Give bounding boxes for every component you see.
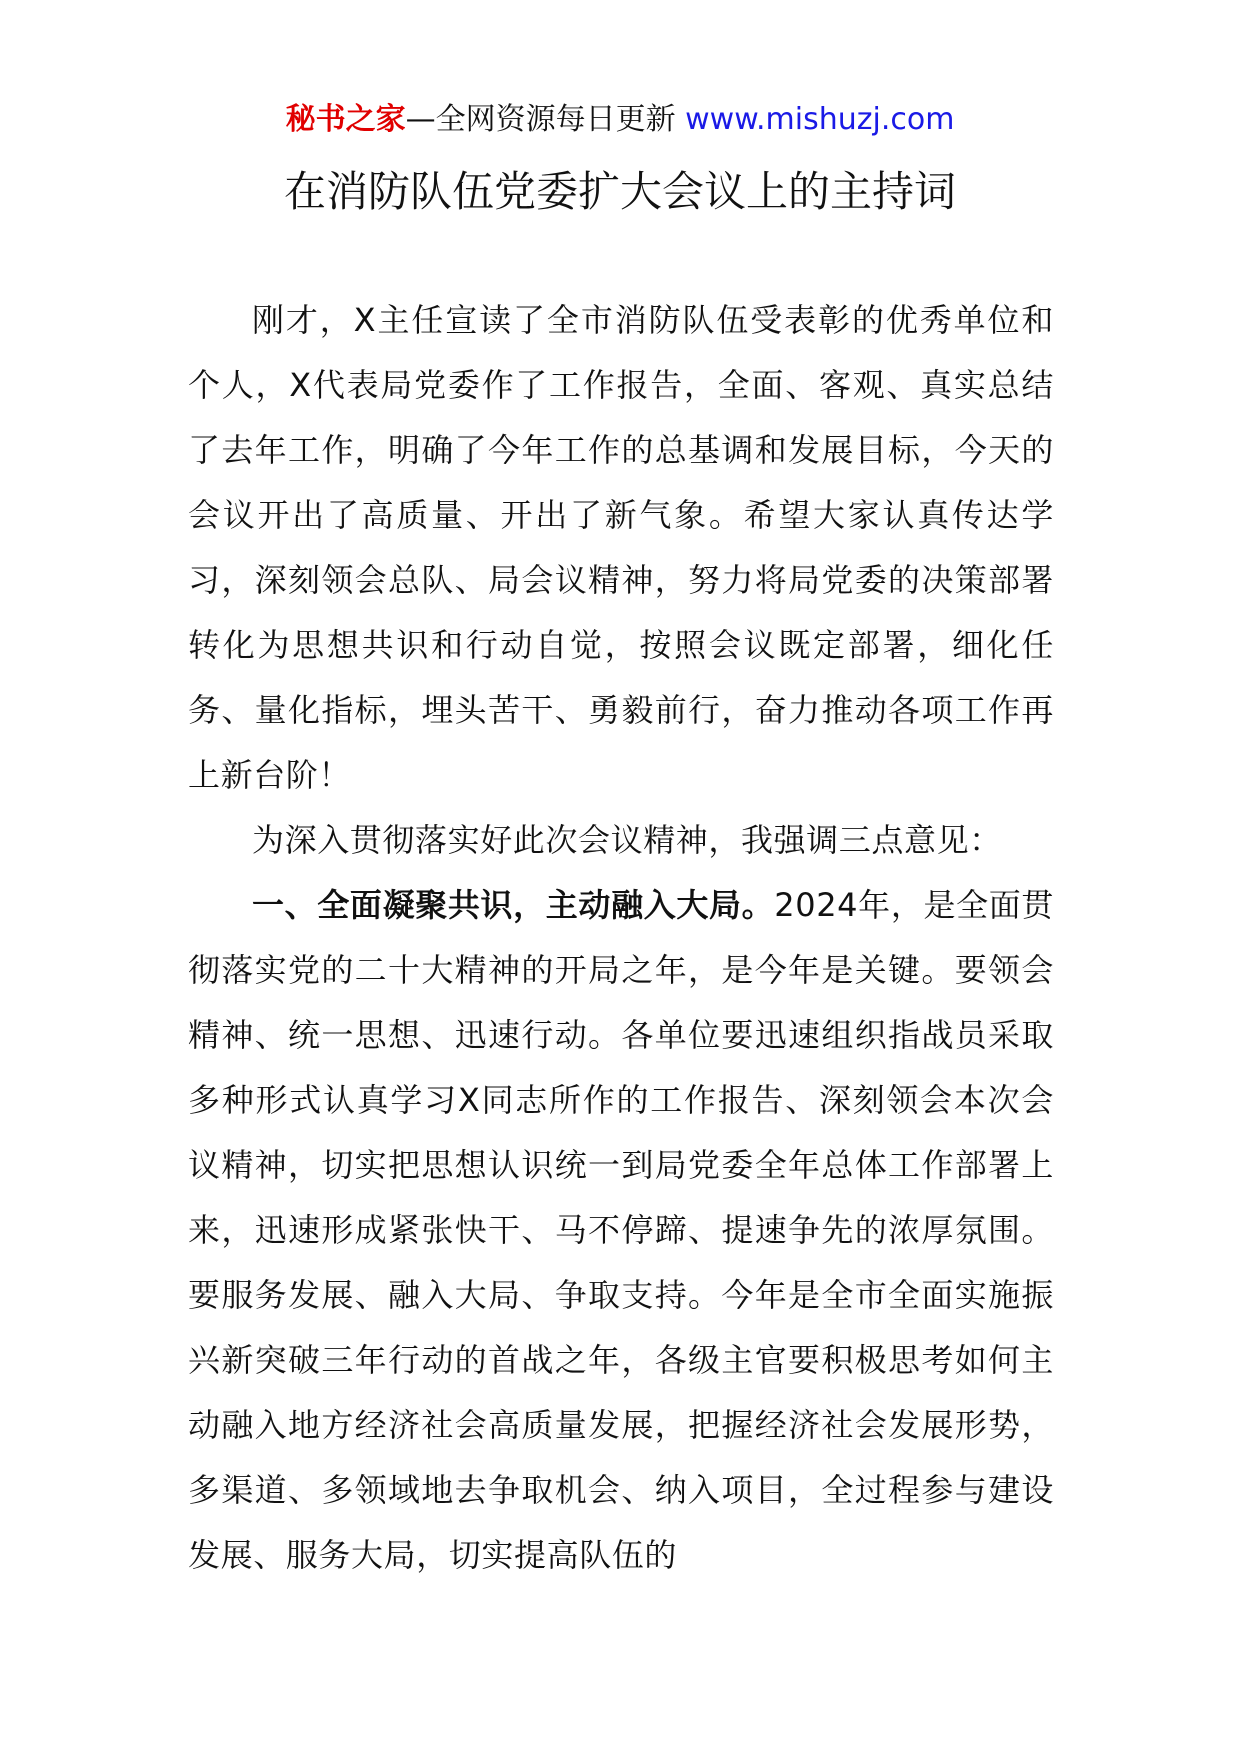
site-url-link[interactable]: www.mishuzj.com — [685, 102, 955, 137]
point-one-heading: 一、全面凝聚共识，主动融入大局。 — [252, 886, 775, 924]
paragraph-point-one — [188, 873, 1054, 1588]
document-title: 在消防队伍党委扩大会议上的主持词 — [283, 167, 956, 216]
brand-name: 秘书之家 — [285, 102, 406, 137]
document-body — [188, 288, 1054, 1588]
paragraph-intro: 刚才，X主任宣读了全市消防队伍受表彰的优秀单位和个人，X代表局党委作了工作报告，全面、客观、真实总结了去年工作，明确了今年工作的总基调和发展目标，今天的会议开出了高质量、开出了新气象。希望大家认真传达学习，深刻领会总队、局会议精神，努力将局党委的决策部署转化为思想共识和行动自觉，按照会议既定部署，细化任务、量化指标，埋头苦干、勇毅前行，奋力推动各项工作再上新台阶！ — [188, 301, 1054, 794]
paragraph-transition: 为深入贯彻落实好此次会议精神，我强调三点意见： — [252, 821, 1002, 859]
site-header — [0, 100, 1240, 140]
header-tagline: —全网资源每日更新 — [405, 102, 686, 137]
point-one-text: 2024年，是全面贯彻落实党的二十大精神的开局之年，是今年是关键。要领会精神、统一思想、迅速行动。各单位要迅速组织指战员采取多种形式认真学习X同志所作的工作报告、深刻领会本次会议精神，切实把思想认识统一到局党委全年总体工作部署上来，迅速形成紧张快干、马不停蹄、提速争先的浓厚氛围。要服务发展、融入大局、争取支持。今年是全市全面实施振兴新突破三年行动的首战之年，各级主官要积极思考如何主动融入地方经济社会高质量发展，把握经济社会发展形势，多渠道、多领域地去争取机会、纳入项目，全过程参与建设发展、服务大局，切实提高队伍的 — [188, 886, 1054, 1574]
